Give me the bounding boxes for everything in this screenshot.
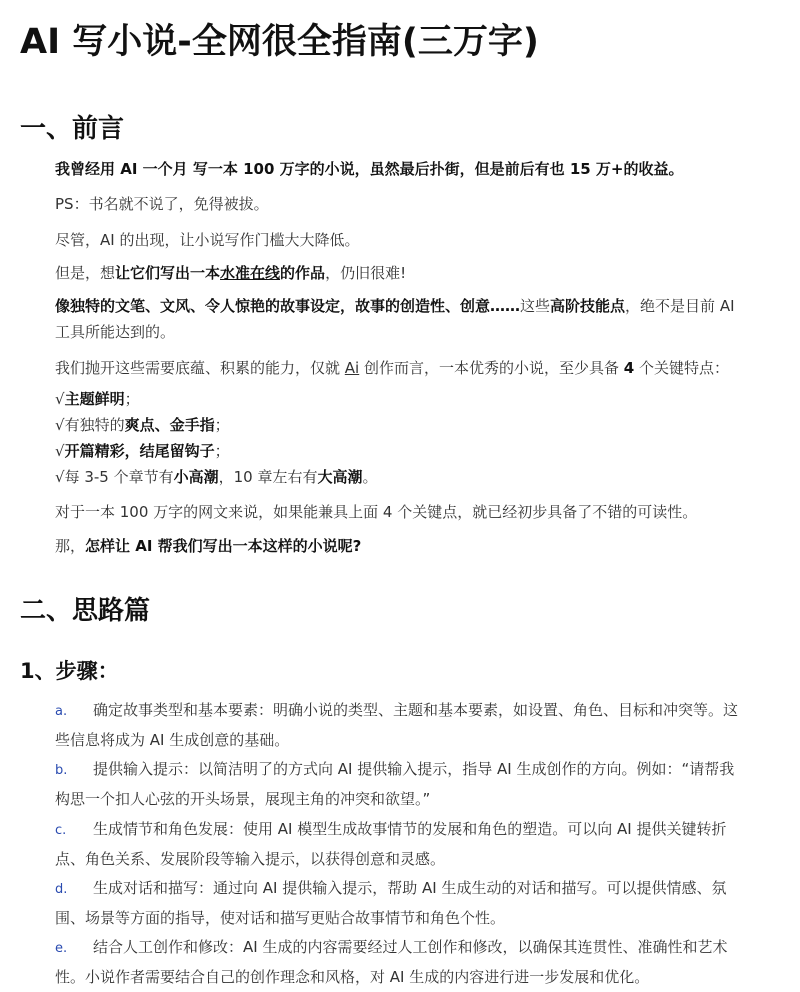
list-item (55, 755, 773, 814)
check-mark-icon: √ (55, 442, 65, 460)
paragraph-question (55, 531, 770, 561)
text-span-bold: 像独特的文笔、文风、令人惊艳的故事设定，故事的创造性、创意…… (55, 297, 521, 315)
text-span: 工具所能达到的。 (55, 323, 176, 341)
text-span-underlined: 水准在线 (220, 264, 281, 282)
paragraph-readability: 对于一本 100 万字的网文来说，如果能兼具上面 4 个关键点，就已经初步具备了不错的可读性。 (55, 503, 698, 521)
text-span-bold: 的作品 (280, 264, 326, 282)
list-item-text: 提供输入提示：以简洁明了的方式向 AI 提供输入提示，指导 AI 生成创作的方向。例如：“请帮我 (93, 760, 735, 778)
list-item-text: 构思一个扣人心弦的开头场景，展现主角的冲突和欲望。” (55, 790, 431, 808)
paragraph-threshold: 尽管，AI 的出现，让小说写作门槛大大降低。 (55, 231, 360, 249)
list-item-text: 生成对话和描写：通过向 AI 提供输入提示，帮助 AI 生成生动的对话和描写。可以提供情感、氛 (93, 879, 727, 897)
list-item-text: 确定故事类型和基本要素：明确小说的类型、主题和基本要素，如设置、角色、目标和冲突等。这 (93, 701, 739, 719)
text-span: ，仍旧很难! (325, 264, 407, 282)
checklist-item (55, 438, 770, 464)
text-span-bold: 大高潮 (317, 468, 363, 486)
check-mark-icon: √ (55, 468, 65, 486)
list-item-text: 点、角色关系、发展阶段等输入提示，以获得创意和灵感。 (55, 850, 446, 868)
list-marker: a. (55, 704, 68, 719)
text-span: 个关键特点： (634, 359, 729, 377)
list-item-text: 性。小说作者需要结合自己的创作理念和风格，对 AI 生成的内容进行进一步发展和优化。 (55, 968, 650, 986)
check-mark-icon: √ (55, 416, 65, 434)
text-span: 创作而言，一本优秀的小说，至少具备 (359, 359, 624, 377)
text-span-bold: 让它们写出一本 (115, 264, 221, 282)
list-item-text: 结合人工创作和修改：AI 生成的内容需要经过人工创作和修改，以确保其连贯性、准确性和艺术 (93, 938, 728, 956)
text-span: 但是，想 (55, 264, 116, 282)
checklist (55, 386, 770, 490)
text-span-bold: 怎样让 AI 帮我们写出一本这样的小说呢? (85, 537, 362, 555)
list-marker: e. (55, 941, 68, 956)
text-span-bold: 主题鲜明 (64, 390, 125, 408)
text-span: 这些 (520, 297, 551, 315)
paragraph-intro: 我曾经用 AI 一个月 写一本 100 万字的小说，虽然最后扑街，但是前后有也 15 万+的收益。 (55, 160, 684, 178)
checklist-item (55, 464, 770, 490)
section-heading-preface: 一、前言 (20, 114, 125, 144)
text-span-underlined: Ai (344, 359, 360, 377)
text-span: 每 3-5 个章节有 (64, 468, 174, 486)
text-span: ，绝不是目前 AI (625, 297, 735, 315)
text-span: 有独特的 (64, 416, 125, 434)
text-span: 。 (362, 468, 378, 486)
text-span-bold: 4 (623, 359, 635, 377)
text-span: ，10 章左右有 (218, 468, 318, 486)
list-item (55, 696, 773, 755)
list-item-text: 围、场景等方面的指导，使对话和描写更贴合故事情节和角色个性。 (55, 909, 506, 927)
list-item (55, 815, 773, 874)
check-mark-icon: √ (55, 390, 65, 408)
page-title: AI 写小说-全网很全指南(三万字) (20, 22, 539, 62)
text-span-bold: 爽点、金手指 (124, 416, 215, 434)
text-span-bold: 开篇精彩，结尾留钩子 (64, 442, 215, 460)
paragraph-difficulty (55, 258, 770, 288)
text-span: ； (124, 390, 140, 408)
list-marker: d. (55, 882, 68, 897)
checklist-item (55, 386, 770, 412)
list-item-text: 生成情节和角色发展：使用 AI 模型生成故事情节的发展和角色的塑造。可以向 AI 提供关键转折 (93, 820, 727, 838)
text-span: 那， (55, 537, 86, 555)
list-item-text: 些信息将成为 AI 生成创意的基础。 (55, 731, 290, 749)
text-span: ； (214, 416, 230, 434)
text-span-bold: 小高潮 (173, 468, 219, 486)
list-marker: c. (55, 823, 67, 838)
paragraph-key-features (55, 353, 770, 383)
section-heading-approach: 二、思路篇 (20, 596, 151, 626)
subsection-heading-steps: 1、步骤： (20, 659, 119, 683)
paragraph-ps: PS：书名就不说了，免得被拔。 (55, 195, 269, 213)
text-span: 我们抛开这些需要底蕴、积累的能力，仅就 (55, 359, 345, 377)
list-item (55, 874, 773, 933)
list-item (55, 933, 773, 992)
list-marker: b. (55, 763, 68, 778)
text-span-bold: 高阶技能点 (550, 297, 626, 315)
text-span: ； (214, 442, 230, 460)
paragraph-advanced-skills (55, 291, 770, 347)
checklist-item (55, 412, 770, 438)
